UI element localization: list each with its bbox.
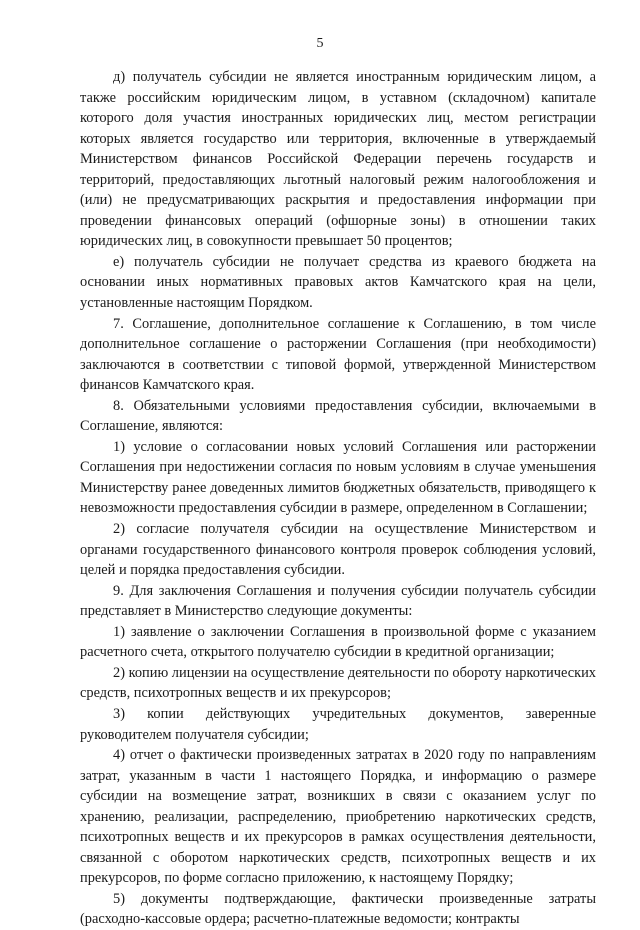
- paragraph-8-item-2: 2) согласие получателя субсидии на осуществление Министерством и органами государственного финансового контроля проверок соблюдения условий, целей и порядка предоставления субсидии.: [80, 521, 596, 579]
- paragraph-8-conditions: 8. Обязательными условиями предоставления субсидии, включаемыми в Соглашение, являются:: [80, 397, 596, 435]
- paragraph-9-item-5: 5) документы подтверждающие, фактически произведенные затраты (расходно-кассовые ордера; расчетно-платежные ведомости; контракты: [80, 890, 596, 928]
- paragraph-9-item-1: 1) заявление о заключении Соглашения в произвольной форме с указанием расчетного счета, открытого получателю субсидии в кредитной организации;: [80, 623, 596, 661]
- paragraph-9-item-4: 4) отчет о фактически произведенных затратах в 2020 году по направлениям затрат, указанным в части 1 настоящего Порядка, и информацию о размере субсидии на возмещение затрат, возникших в связи с оказанием услуг по хранению, реализации, распределению, приобретению наркотических средств, психотропных веществ и их прекурсоров в рамках осуществления деятельности, связанной с оборотом наркотических средств, психотропных веществ и их прекурсоров, по форме согласно приложению, к настоящему Порядку;: [80, 747, 596, 887]
- paragraph-9-item-3: 3) копии действующих учредительных документов, заверенные руководителем получателя субсидии;: [80, 705, 596, 743]
- page-number: 5: [316, 36, 324, 51]
- paragraph-e-budget-funds: е) получатель субсидии не получает средства из краевого бюджета на основании иных нормативных правовых актов Камчатского края на цели, установленные настоящим Порядком.: [80, 253, 596, 312]
- paragraph-9-item-2: 2) копию лицензии на осуществление деятельности по обороту наркотических средств, психотропных веществ и их прекурсоров;: [80, 664, 596, 702]
- paragraph-7-agreement: 7. Соглашение, дополнительное соглашение к Соглашению, в том числе дополнительное соглашение о расторжении Соглашения (при необходимости) заключаются в соответствии с типовой формой, утвержденной Министерством финансов Камчатского края.: [80, 315, 596, 394]
- paragraph-d-foreign-entity: д) получатель субсидии не является иностранным юридическим лицом, а также российским юридическим лицом, в уставном (складочном) капитале которого доля участия иностранных юридических лиц, местом регистрации которых является государство или территория, включенные в утверждаемый Министерством финансов Российской Федерации перечень государств и территорий, предоставляющих льготный налоговый режим налогообложения и (или) не предусматривающих раскрытия и предоставления информации при проведении финансовых операций (офшорные зоны) в отношении таких юридических лиц, в совокупности превышает 50 процентов;: [80, 69, 596, 250]
- document-body: [80, 67, 596, 930]
- paragraph-9-documents: 9. Для заключения Соглашения и получения субсидии получатель субсидии представляет в Министерство следующие документы:: [80, 582, 596, 620]
- paragraph-8-item-1: 1) условие о согласовании новых условий Соглашения или расторжении Соглашения при недостижении согласия по новым условиям в случае уменьшения Министерству ранее доведенных лимитов бюджетных обязательств, приводящего к невозможности предоставления субсидии в размере, определенном в Соглашении;: [80, 438, 596, 517]
